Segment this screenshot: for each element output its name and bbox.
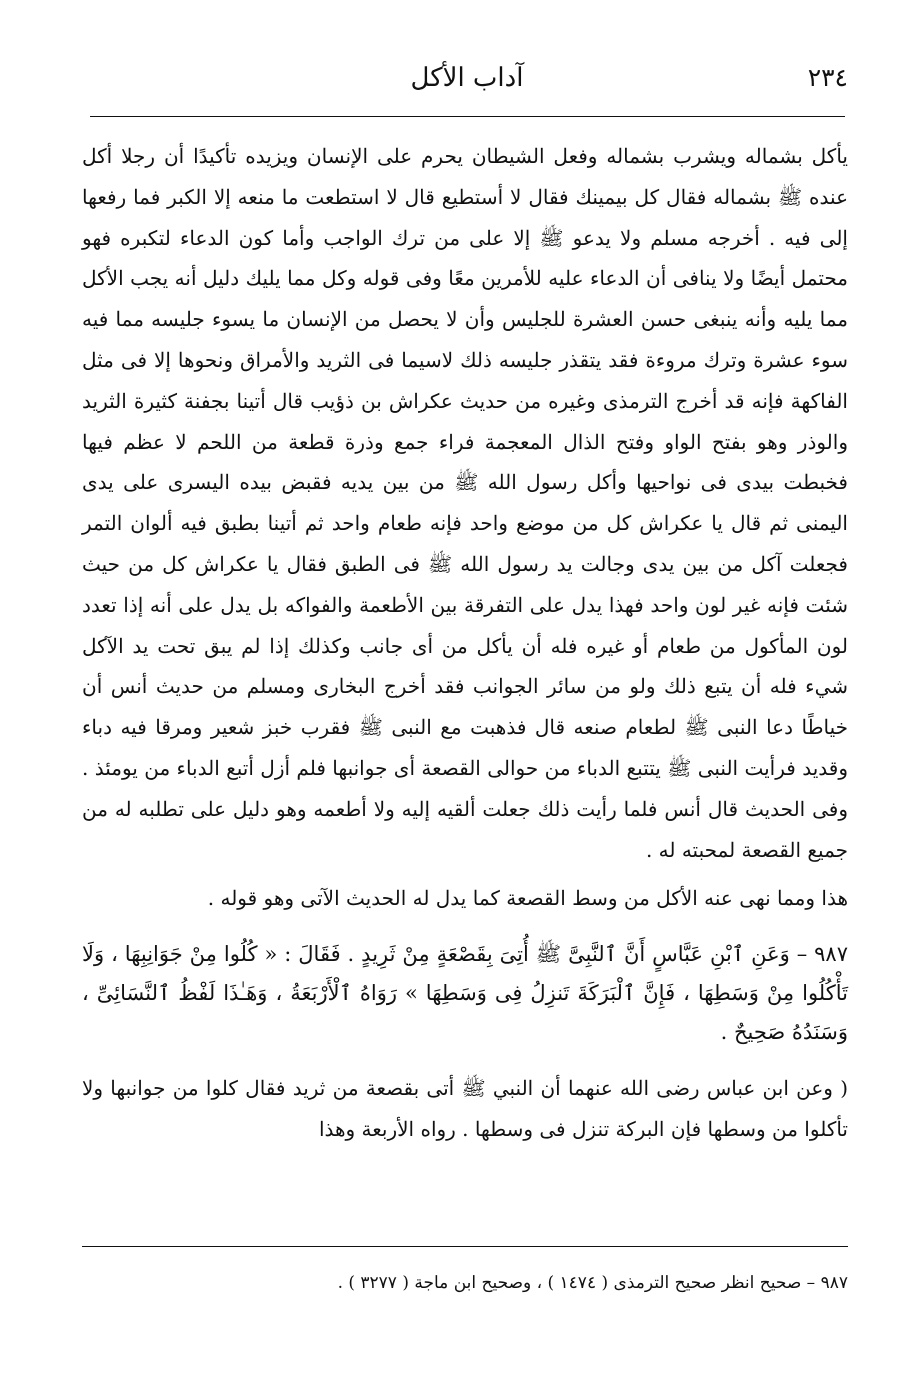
- commentary-paragraph-3: ( وعن ابن عباس رضى الله عنهما أن النبي ﷺ أتى بقصعة من ثريد فقال كلوا من جوانبها ولا تأكلوا من وسطها فإن البركة تنزل فى وسطها . رواه الأربعة وهذا: [82, 1076, 848, 1141]
- commentary-paragraph-2: هذا ومما نهى عنه الأكل من وسط القصعة كما يدل له الحديث الآتى وهو قوله .: [207, 886, 848, 911]
- hadith-text: ٩٨٧ – وَعَنِ ٱبْنِ عَبَّاسٍ أَنَّ ٱلنَّبِىَّ ﷺ أُتِىَ بِقَصْعَةٍ مِنْ ثَرِيدٍ . فَقَالَ : « كُلُوا مِنْ جَوَانِبِهَا ، وَلَا تَأْكُلُوا مِنْ وَسَطِهَا ، فَإِنَّ ٱلْبَرَكَةَ تَنزِلُ فِى وَسَطِهَا » رَوَاهُ ٱلْأَرْبَعَةُ ، وَهَـٰذَا لَفْظُ ٱلنَّسَائِىِّ ، وَسَنَدُهُ صَحِيحٌ .: [82, 942, 848, 1045]
- running-header: [86, 58, 848, 98]
- footnote-divider: [82, 1246, 848, 1247]
- header-divider: [90, 116, 845, 117]
- main-text: [82, 136, 848, 1150]
- page-number: ٢٣٤: [807, 63, 848, 92]
- footnote: ٩٨٧ – صحيح انظر صحيح الترمذى ( ١٤٧٤ ) ، وصحيح ابن ماجة ( ٣٢٧٧ ) .: [337, 1273, 848, 1293]
- commentary-paragraph-1: يأكل بشماله ويشرب بشماله وفعل الشيطان يحرم على الإنسان ويزيده تأكيدًا أن رجلا أكل عنده ﷺ بشماله فقال كل بيمينك فقال لا أستطيع قال لا استطعت ما منعه إلا الكبر فما رفعها إلى فيه . أخرجه مسلم ولا يدعو ﷺ إلا على من ترك الواجب وأما كون الدعاء لتكبره فهو محتمل أيضًا ولا ينافى أن الدعاء عليه للأمرين معًا وفى قوله وكل مما يليك دليل أنه يجب الأكل مما يليه وأنه ينبغى حسن العشرة للجليس وأن لا يحصل من الإنسان ما يسوء جليسه مما فيه سوء عشرة وترك مروءة فقد يتقذر جليسه ذلك لاسيما فى الثريد والأمراق ونحوها إلا فى مثل الفاكهة فإنه قد أخرج الترمذى وغيره من حديث عكراش بن ذؤيب قال أتينا بجفنة كثيرة الثريد والوذر وهو بفتح الواو وفتح الذال المعجمة فراء جمع وذرة قطعة من اللحم لا عظم فيها فخبطت بيدى فى نواحيها وأكل رسول الله ﷺ من بين يديه فقبض بيده اليسرى على يدى اليمنى ثم قال يا عكراش كل من موضع واحد فإنه طعام واحد ثم أتينا بطبق فيه ألوان التمر فجعلت آكل من بين يدى وجالت يد رسول الله ﷺ فى الطبق فقال يا عكراش كل من حيث شئت فإنه غير لون واحد فهذا يدل على التفرقة بين الأطعمة والفواكه بل يدل على أنه إذا تعدد لون المأكول من طعام أو غيره فله أن يأكل من أى جانب وكذلك إذا لم يبق تحت يد الآكل شيء فله أن يتبع ذلك ولو من سائر الجوانب فقد أخرج البخارى ومسلم من حديث أنس أن خياطًا دعا النبى ﷺ لطعام صنعه قال فذهبت مع النبى ﷺ فقرب خبز شعير ومرقا فيه دباء وقديد فرأيت النبى ﷺ يتتبع الدباء من حوالى القصعة أى جوانبها فلم أزل أتبع الدباء من يومئذ . وفى الحديث قال أنس فلما رأيت ذلك جعلت ألقيه إليه ولا أطعمه وهو دليل على تطلبه له من جميع القصعة لمحبته له .: [82, 144, 848, 862]
- chapter-title: آداب الأكل: [410, 63, 524, 93]
